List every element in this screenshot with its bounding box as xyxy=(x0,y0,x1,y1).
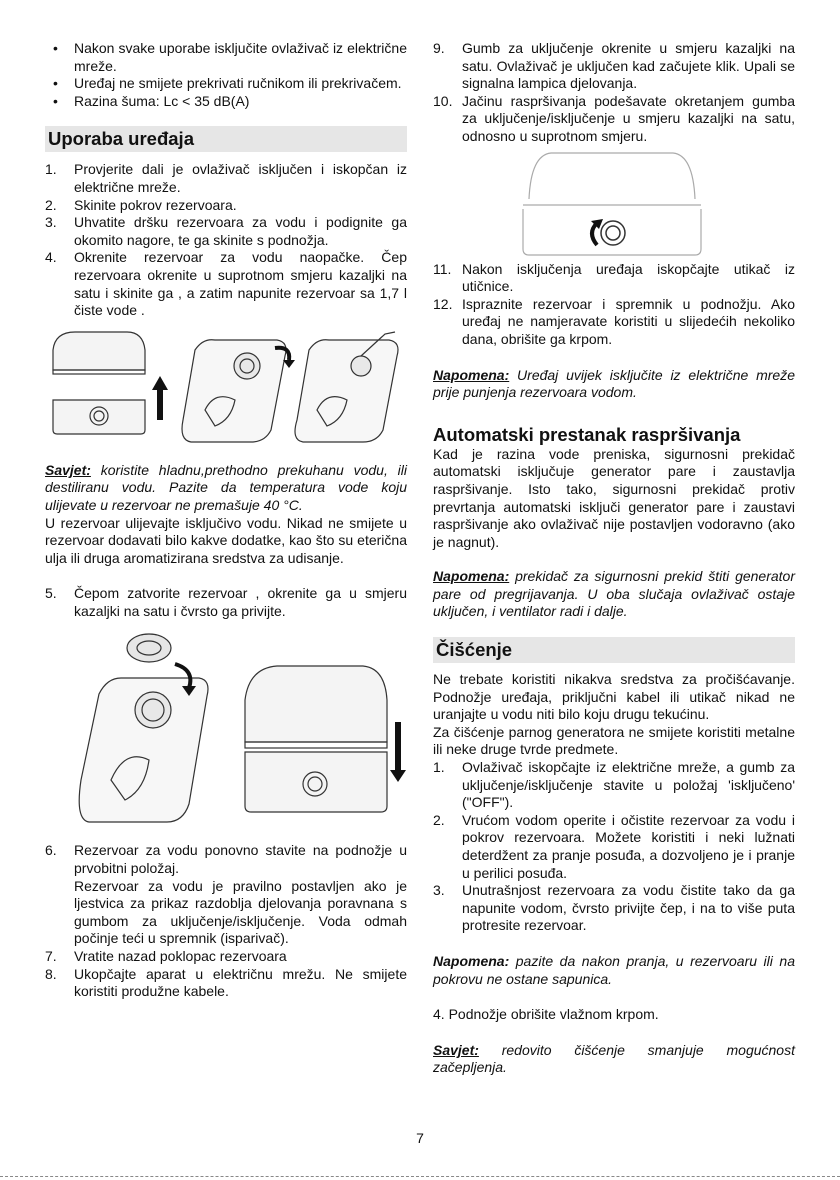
step-item: 1. Provjerite dali je ovlaživač isključen i iskopčan iz električne mreže. xyxy=(45,161,407,195)
bullet-item: • Uređaj ne smijete prekrivati ručnikom ili prekrivačem. xyxy=(53,75,402,92)
cleaning-paragraph: Ne trebate koristiti nikakva sredstva za pročišćavanje. Podnožje uređaja, priključni kabel ili utikač nikad ne uranjajte u vodu niti bilo koju drugu tekućinu. xyxy=(433,671,795,723)
step-item: 4. Okrenite rezervoar za vodu naopačke. Čep rezervoara okrenite u suprotnom smjeru kazaljki na satu i skinite ga , a zatim napunite rezervoar sa 1,7 l čiste vode . xyxy=(45,249,407,319)
step-item: 11. Nakon isključenja uređaja iskopčajte utikač iz utičnice. xyxy=(433,260,795,295)
step-item: 7. Vratite nazad poklopac rezervoara xyxy=(45,948,287,965)
cap-closing-illustration xyxy=(45,630,407,835)
step-item: 10. Jačinu raspršivanja podešavate okretanjem gumba za uključenje/isključenje u smjeru kazaljki na satu, odnosno u suprotnom smjeru. xyxy=(433,92,795,144)
tip-paragraph: Savjet: koristite hladnu,prethodno prekuhanu vodu, ili destiliranu vodu. Pazite da temperatura vode koju ulijevate u rezervoar ne premašuje 40 °C. xyxy=(45,461,407,513)
cleaning-step-4: 4. Podnožje obrišite vlažnom krpom. xyxy=(433,1006,659,1023)
right-column xyxy=(433,40,795,1077)
step-item: 3. Uhvatite dršku rezervoara za vodu i podignite ga okomito nagore, te ga skinite s podnožja. xyxy=(45,214,407,248)
step-item: 5. Čepom zatvorite rezervoar , okrenite ga u smjeru kazaljki na satu i čvrsto ga privijte. xyxy=(45,585,407,619)
step-6-detail: Rezervoar za vodu je pravilno postavljen ako je ljestvica za prikaz razdoblja djelovanja poravnana s gumbom za uključenje/isključenje. Voda odmah počinje teći u spremnik (isparivač). xyxy=(74,877,407,947)
tank-removal-illustration xyxy=(45,330,407,450)
auto-stop-paragraph: Kad je razina vode preniska, sigurnosni prekidač automatski isključuje generator pare i zaustavlja raspršivanje. Isto tako, sigurnosni prekidač protiv prevrtanja automatski isključi generator pare i zaustavi raspršivanje ako ovlaživač nije postavljen vodoravno (ako je nagnut). xyxy=(433,445,795,550)
cleaning-step: 3. Unutrašnjost rezervoara za vodu čistite tako da ga napunite vodom, čvrsto privijte čep, i na to više puta protresite rezervoar. xyxy=(433,882,795,934)
figure-cap-closing xyxy=(45,630,407,842)
step-item: 9. Gumb za uključenje okrenite u smjeru kazaljki na satu. Ovlaživač je uključen kad začujete klik. Upali se signalna lampica djelovanja. xyxy=(433,40,795,92)
step-item: 12. Ispraznite rezervoar i spremnik u podnožju. Ako uređaj ne namjeravate koristiti u slijedećih nekoliko dana, obrišite ga krpom. xyxy=(433,295,795,347)
step-item: 2. Skinite pokrov rezervoara. xyxy=(45,196,237,213)
figure-knob xyxy=(433,149,795,261)
cleaning-step: 1. Ovlaživač iskopčajte iz električne mreže, a gumb za uključenje/isključenje stavite u položaj 'isključeno' ("OFF"). xyxy=(433,759,795,811)
step-item: 6. Rezervoar za vodu ponovno stavite na podnožje u prvobitni položaj. xyxy=(45,842,407,877)
note-paragraph: Napomena: Uređaj uvijek isključite iz električne mreže prije punjenja rezervoara vodom. xyxy=(433,366,795,401)
left-column xyxy=(45,40,407,1001)
note-paragraph: Napomena: pazite da nakon pranja, u rezervoaru ili na pokrovu ne ostane sapunica. xyxy=(433,952,795,987)
bullet-item: • Nakon svake uporabe isključite ovlaživač iz električne mreže. xyxy=(53,40,407,74)
knob-illustration xyxy=(433,149,795,257)
cleaning-paragraph: Za čišćenje parnog generatora ne smijete koristiti metalne ili neke druge tvrde predmete. xyxy=(433,723,795,758)
section-heading-usage: Uporaba uređaja xyxy=(45,126,407,152)
figure-tank-removal xyxy=(45,330,407,460)
tip-paragraph: Savjet: redovito čišćenje smanjuje mogućnost začepljenja. xyxy=(433,1041,795,1076)
note-paragraph: Napomena: prekidač za sigurnosni prekid štiti generator pare od pregrijavanja. U oba slučaja ovlaživač ostaje uključen, i ventilator radi i dalje. xyxy=(433,568,795,620)
tip-plain-paragraph: U rezervoar ulijevajte isključivo vodu. Nikad ne smijete u rezervoar dodavati bilo kakve dodatke, kao što su eterična ulja ili druga aromatizirana sredstva za udisanje. xyxy=(45,514,407,566)
section-heading-cleaning: Čišćenje xyxy=(433,637,795,663)
page-number: 7 xyxy=(416,1130,424,1146)
cleaning-step: 2. Vrućom vodom operite i očistite rezervoar za vodu i pokrov rezervoara. Možete koristiti i neki lužnati deterdžent za pranje posuđa, a dozvoljeno je i pranje u perilici posuđa. xyxy=(433,811,795,881)
section-heading-auto-stop: Automatski prestanak raspršivanja xyxy=(433,423,741,445)
bullet-item: • Razina šuma: Lc < 35 dB(A) xyxy=(53,92,250,109)
footer-divider xyxy=(0,1176,840,1177)
step-item: 8. Ukopčajte aparat u električnu mrežu. Ne smijete koristiti produžne kabele. xyxy=(45,965,407,1000)
